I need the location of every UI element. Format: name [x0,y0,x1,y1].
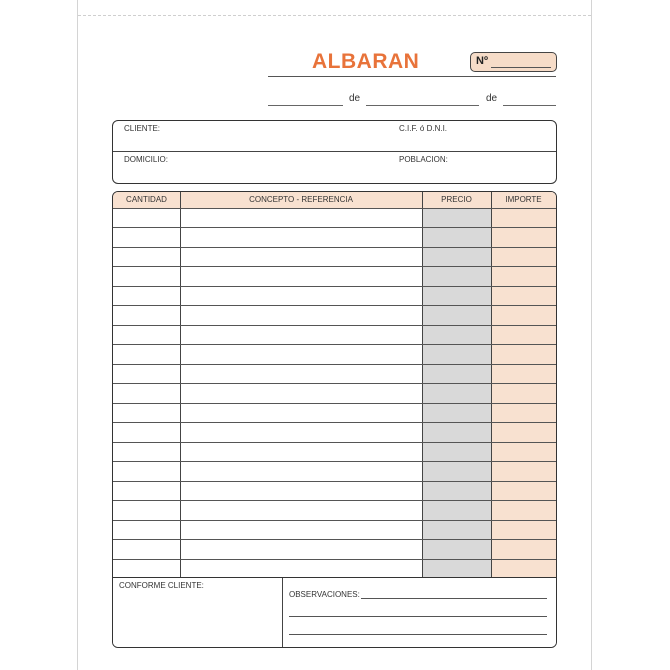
column-header-precio: PRECIO [422,192,491,208]
table-row[interactable] [113,325,556,326]
conforme-label: CONFORME CLIENTE: [119,581,204,590]
table-row[interactable] [113,520,556,521]
observaciones-label: OBSERVACIONES: [289,590,360,599]
observaciones-line[interactable] [289,634,547,635]
table-row[interactable] [113,559,556,560]
form-footer [113,577,556,647]
title-underline [268,76,556,77]
observaciones-line[interactable] [289,616,547,617]
client-box [112,120,557,184]
table-row[interactable] [113,422,556,423]
table-row[interactable] [113,247,556,248]
column-header-cantidad: CANTIDAD [113,192,180,208]
table-row[interactable] [113,364,556,365]
table-row[interactable] [113,539,556,540]
table-row[interactable] [113,286,556,287]
number-field[interactable] [491,67,551,68]
client-divider [113,151,556,152]
table-row[interactable] [113,481,556,482]
table-row[interactable] [113,344,556,345]
date-connector: de [349,93,361,104]
cif-label: C.I.F. ó D.N.I. [399,124,448,133]
perforation-line [78,15,591,16]
table-row[interactable] [113,227,556,228]
poblacion-label: POBLACION: [399,155,448,164]
table-row[interactable] [113,461,556,462]
table-row[interactable] [113,442,556,443]
cliente-label: CLIENTE: [124,124,161,133]
form-title: ALBARAN [312,50,420,73]
domicilio-label: DOMICILIO: [124,155,169,164]
table-row[interactable] [113,266,556,267]
number-label: Nº [476,55,488,67]
table-row[interactable] [113,208,556,209]
date-day-field[interactable] [268,105,343,106]
date-connector: de [486,93,498,104]
date-month-field[interactable] [366,105,479,106]
number-box [470,52,557,72]
column-header-importe: IMPORTE [491,192,556,208]
table-row[interactable] [113,383,556,384]
observaciones-line[interactable] [361,598,547,599]
footer-divider [282,578,283,647]
table-row[interactable] [113,305,556,306]
items-table [112,191,557,648]
table-row[interactable] [113,500,556,501]
table-row[interactable] [113,403,556,404]
column-header-concepto: CONCEPTO - REFERENCIA [180,192,422,208]
date-year-field[interactable] [503,105,556,106]
